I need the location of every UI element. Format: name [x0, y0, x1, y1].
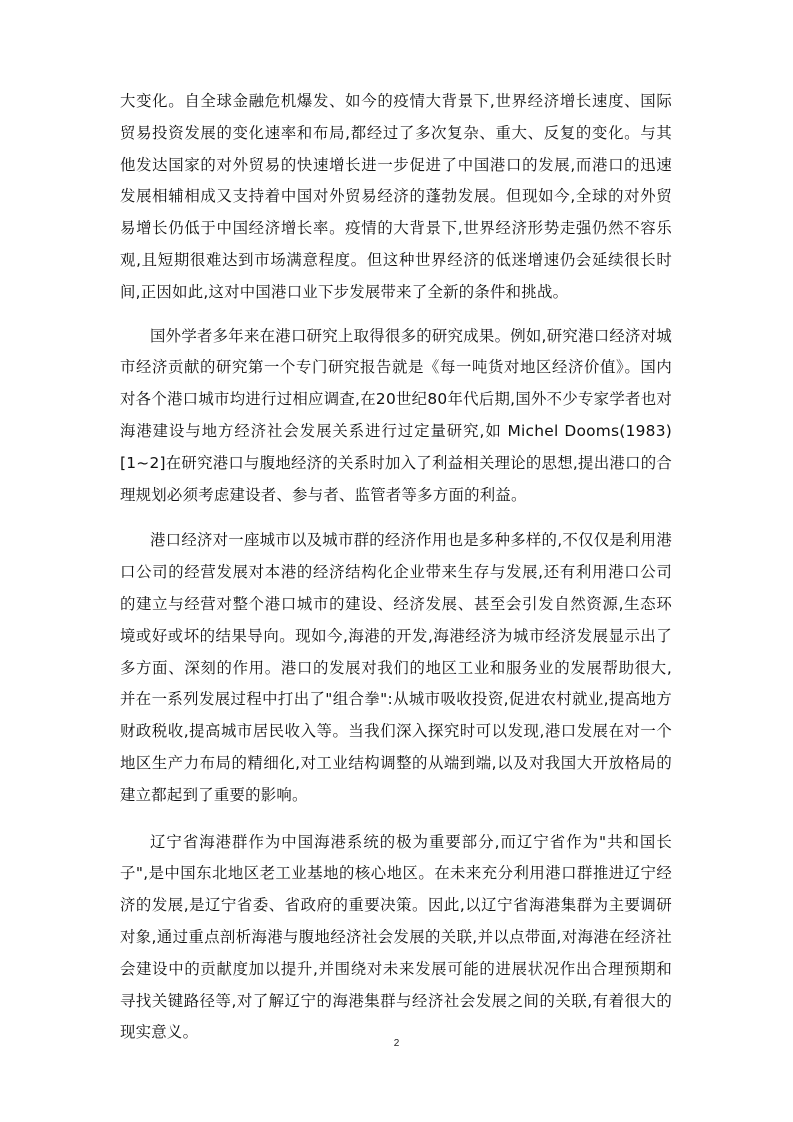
document-body: [120, 86, 672, 1049]
page-number: 2: [393, 1038, 400, 1049]
paragraph-port-economy: 港口经济对一座城市以及城市群的经济作用也是多种多样的,不仅仅是利用港口公司的经营发展对本港的经济结构化企业带来生存与发展,还有利用港口公司的建立与经营对整个港口城市的建设、经济发展、甚至会引发自然资源,生态环境或好或坏的结果导向。现如今,海港的开发,海港经济为城市经济发展显示出了多方面、深刻的作用。港口的发展对我们的地区工业和服务业的发展帮助很大,并在一系列发展过程中打出了"组合拳":从城市吸收投资,促进农村就业,提高地方财政税收,提高城市居民收入等。当我们深入探究时可以发现,港口发展在对一个地区生产力布局的精细化,对工业结构调整的从端到端,以及对我国大开放格局的建立都起到了重要的影响。: [120, 531, 672, 804]
paragraph-continuation: 大变化。自全球金融危机爆发、如今的疫情大背景下,世界经济增长速度、国际贸易投资发展的变化速率和布局,都经过了多次复杂、重大、反复的变化。与其他发达国家的对外贸易的快速增长进一步促进了中国港口的发展,而港口的迅速发展相辅相成又支持着中国对外贸易经济的蓬勃发展。但现如今,全球的对外贸易增长仍低于中国经济增长率。疫情的大背景下,世界经济形势走强仍然不容乐观,且短期很难达到市场满意程度。但这种世界经济的低迷增速仍会延续很长时间,正因如此,这对中国港口业下步发展带来了全新的条件和挑战。: [120, 92, 672, 301]
paragraph-liaoning-ports: 辽宁省海港群作为中国海港系统的极为重要部分,而辽宁省作为"共和国长子",是中国东北地区老工业基地的核心地区。在未来充分利用港口群推进辽宁经济的发展,是辽宁省委、省政府的重要决策。因此,以辽宁省海港集群为主要调研对象,通过重点剖析海港与腹地经济社会发展的关联,并以点带面,对海港在经济社会建设中的贡献度加以提升,并围绕对未来发展可能的进展状况作出合理预期和寻找关键路径等,对了解辽宁的海港集群与经济社会发展之间的关联,有着很大的现实意义。: [120, 832, 672, 1042]
paragraph-foreign-research: 国外学者多年来在港口研究上取得很多的研究成果。例如,研究港口经济对城市经济贡献的研究第一个专门研究报告就是《每一吨货对地区经济价值》。国内对各个港口城市均进行过相应调查,在20世纪80年代后期,国外不少专家学者也对海港建设与地方经济社会发展关系进行过定量研究,如 Michel Dooms(1983)[1~2]在研究港口与腹地经济的关系时加入了利益相关理论的思想,提出港口的合理规划必须考虑建设者、参与者、监管者等多方面的利益。: [120, 326, 672, 504]
